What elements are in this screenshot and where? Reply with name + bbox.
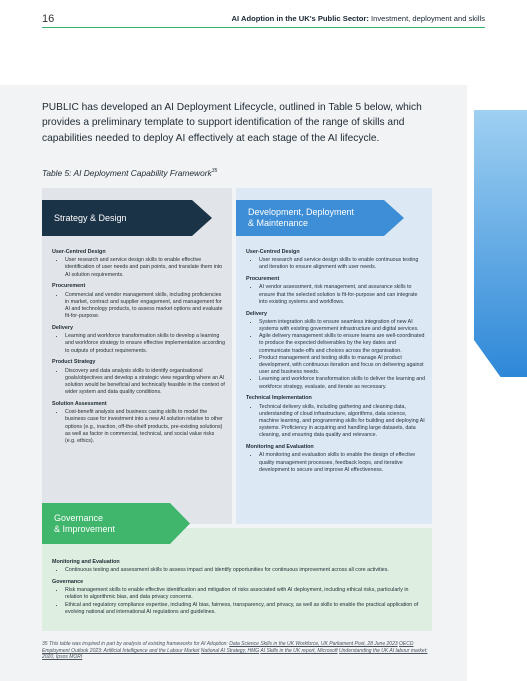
skill-bullet-list [246,319,426,391]
skill-bullet: • System integration skills to ensure seamless integration of new AI systems with existing government infrastructure and digital services. [259,319,426,333]
footnote-link[interactable]: National AI Strategy, HMG [200,647,260,654]
skill-bullet-list [246,257,426,271]
skill-bullet-list [246,284,426,306]
skill-bullet-list [246,452,426,474]
skill-section-heading: Solution Assessment [52,401,107,408]
skill-section [246,249,426,272]
skill-bullet-list [52,292,226,321]
skill-section [246,444,426,474]
skill-section-heading: User-Centred Design [246,249,300,255]
capability-framework [42,188,432,631]
governance-sections [52,559,424,621]
skill-section-heading: Technical Implementation [246,395,312,402]
skill-section [246,311,426,391]
skill-bullet: • Learning and workforce transformation skills to develop a learning and workforce strategy to ensure effective implementation according to outputs of product requirements. [65,333,226,355]
skill-bullet-list [52,333,226,355]
decorative-arrow-icon [474,110,527,377]
skill-section [52,359,226,396]
skill-section-heading: Product Strategy [52,359,96,366]
skill-bullet: • Learning and workforce transformation skills to deliver the learning and workforce strategy, evaluate, and iterate as necessary. [259,376,426,390]
skill-bullet-list [52,409,226,445]
running-title-bold: AI Adoption in the UK's Public Sector: [231,14,369,23]
skill-bullet-list [246,404,426,440]
table-caption-footnote-ref: 35 [211,168,218,175]
development-stage-label [248,207,354,229]
skill-section-heading: Governance [52,579,84,585]
skill-bullet-list [52,257,226,279]
skill-section-heading: Delivery [246,310,267,317]
page-number: 16 [42,13,55,25]
skill-section [52,579,424,616]
governance-label-line2: & Improvement [54,524,116,534]
footnote-intro: 35 This table was inspired in part by analysis of existing frameworks for AI Adoption: [42,641,230,647]
table-caption [42,168,217,178]
governance-label-line1: Governance [54,513,104,523]
skill-bullet-list [52,567,424,574]
skill-bullet: • AI monitoring and evaluation skills to enable the design of effective quality management processes, feedback loops, and iterative development to secure and improve AI effectiveness. [259,452,426,474]
skill-section [52,325,226,355]
skill-bullet: • User research and service design skills to enable effective identification of user needs and pain points, and translate them into AI solution requirements. [65,257,226,279]
governance-stage-label [54,513,115,535]
footnote-link[interactable]: Data Science Skills in the UK Workforce, UK Parliament Post, 28 June 2023 [229,641,398,647]
development-label-line1: Development, Deployment [248,207,355,217]
skill-bullet: • Discovery and data analysis skills to identify organisational goals/objectives and develop a strategic view regarding where an AI solution would be beneficial and technically feasible in the context of wider system and data quality conditions. [65,368,226,397]
skill-bullet: • User research and service design skills to enable continuous testing and iteration to ensure alignment with user needs. [259,257,426,271]
skill-bullet: • AI vendor assessment, risk management, and assurance skills to ensure that the selected solution is fit-for-purpose and can integrate into existing systems and workflows. [259,284,426,306]
development-label-line2: & Maintenance [248,218,309,228]
skill-section [52,249,226,279]
skill-section-heading: Monitoring and Evaluation [246,444,314,451]
skill-section [52,283,226,320]
skill-bullet: • Commercial and vendor management skills, including proficiencies in market, contract and supplier engagement, and management for AI and technology products, to assess market options and evaluate fit-for-purpose. [65,292,226,321]
skill-section [246,276,426,306]
intro-paragraph: PUBLIC has developed an AI Deployment Lifecycle, outlined in Table 5 below, which provides a preliminary template to support identification of the range of skills and capabilities needed to deploy AI effectively at each stage of the AI lifecycle. [42,102,422,144]
skill-bullet: • Product management and testing skills to manage AI product development, with continuous iteration and focus on delivering against user and business needs. [259,355,426,377]
skill-bullet: • Cost-benefit analysis and business casing skills to model the business case for investment into a new AI solution relative to other options (e.g., inaction, off-the-shelf products, pre-existing solutions) as well as factor in commercial, technical, and social value risks (e.g. ethics). [65,409,226,445]
skill-section [52,559,424,574]
strategy-sections [52,249,226,450]
skill-bullet-list [52,368,226,397]
skill-section [246,395,426,439]
skill-bullet: • Ethical and regulatory compliance expertise, including AI bias, fairness, transparency, and privacy, as well as skills to enable the practical application of evolving national and international AI regulations and guidelines. [65,602,424,616]
skill-section-heading: User-Centred Design [52,249,106,255]
footnote [42,641,434,661]
skill-bullet: • Technical delivery skills, including gathering and cleaning data, understanding of cloud infrastructure, algorithms, data science, machine learning, and programming skills for building and deploying AI systems. Proficiency in acquiring and handling large datasets, data cleaning, and ensuring data quality and relevance. [259,404,426,440]
running-title [232,14,485,23]
development-sections [246,249,426,479]
skill-bullet: • Continuous testing and assessment skills to assess impact and identify opportunities for continuous improvement across all core activities. [65,567,424,574]
footnote-link[interactable]: Understanding the UK AI labour market: 2020, Ipsos MORI [42,647,428,661]
skill-section [52,401,226,445]
skill-section-heading: Monitoring and Evaluation [52,559,120,565]
skill-section-heading: Procurement [246,276,280,283]
running-title-rest: Investment, deployment and skills [368,14,485,23]
skill-section-heading: Procurement [52,283,86,290]
skill-bullet-list [52,587,424,616]
footnote-link[interactable]: OECD Employment Outlook 2023: Artificial Intelligence and the Labour Market [42,641,414,654]
table-caption-text: Table 5: AI Deployment Capability Framework [42,168,212,178]
strategy-stage-label: Strategy & Design [54,213,127,223]
header-rule [42,27,485,28]
skill-section-heading: Delivery [52,325,73,332]
skill-bullet: • Agile delivery management skills to ensure teams are well-coordinated to produce the expected deliverables by the key dates and communicate trade-offs and choices across the organisation. [259,333,426,355]
skill-bullet: • Risk management skills to enable effective identification and mitigation of risks associated with AI deployment, including ethical risks, particularly in relation to algorithmic bias, and data privacy concerns. [65,587,424,601]
footnote-link[interactable]: AI Skills in the UK report, Microsoft [260,647,338,654]
